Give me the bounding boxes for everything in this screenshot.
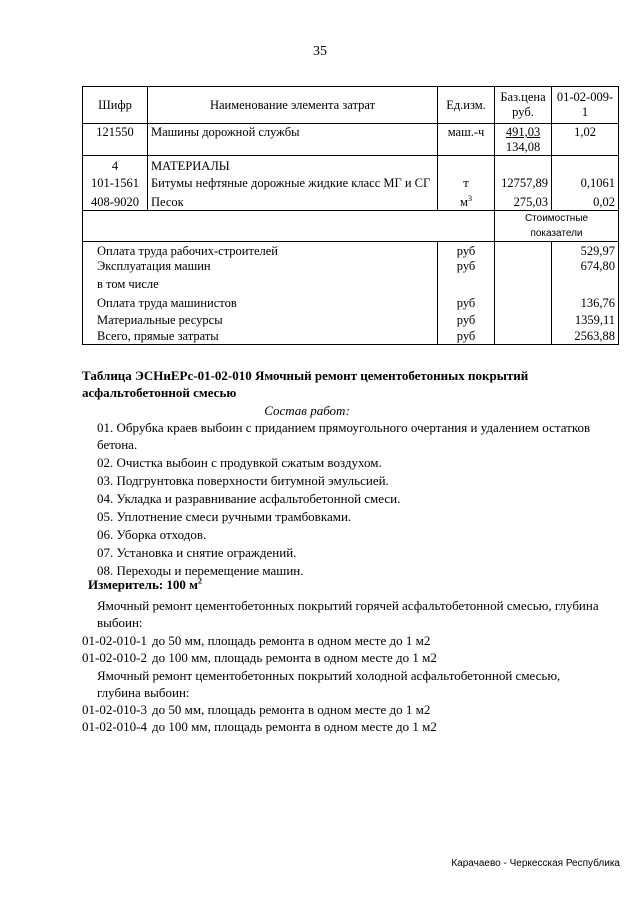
- row-price: [495, 124, 552, 156]
- summary-row: [83, 274, 619, 292]
- summary-unit: руб: [438, 311, 495, 328]
- summary-unit: руб: [438, 259, 495, 274]
- table-row: [83, 174, 619, 191]
- table-header-row: [83, 87, 619, 124]
- summary-row: [83, 311, 619, 328]
- price-value: 491,03: [505, 125, 541, 139]
- page-number: 35: [313, 44, 327, 59]
- summary-row: [83, 242, 619, 260]
- row-code: 101-1561: [83, 174, 148, 191]
- row-name: Битумы нефтяные дорожные жидкие класс МГ и СГ: [148, 174, 438, 191]
- row-unit: маш.-ч: [438, 124, 495, 156]
- summary-name: Всего, прямые затраты: [83, 328, 438, 345]
- table-title: [82, 367, 622, 401]
- list-item: 02. Очистка выбоин с продувкой сжатым воздухом.: [97, 455, 382, 470]
- row-unit: [438, 191, 495, 211]
- list-item: [82, 718, 622, 735]
- cold-mix-intro: Ямочный ремонт цементобетонных покрытий холодной асфальтобетонной смесью, глубина выбоин:: [97, 668, 561, 700]
- summary-value: 529,97: [552, 242, 619, 260]
- header-price: Баз.цена руб.: [495, 87, 552, 124]
- item-text: до 100 мм, площадь ремонта в одном месте до 1 м2: [152, 719, 437, 734]
- item-text: до 50 мм, площадь ремонта в одном месте до 1 м2: [152, 702, 431, 717]
- row-qty: 1,02: [552, 124, 619, 156]
- header-unit: Ед.изм.: [438, 87, 495, 124]
- list-item: 01. Обрубка краев выбоин с приданием прямоугольного очертания и удалением остатков бетона.: [97, 420, 591, 452]
- unit-superscript: 3: [467, 193, 472, 203]
- row-qty: 0,02: [552, 191, 619, 211]
- table-row: [83, 124, 619, 156]
- row-price: 12757,89: [495, 174, 552, 191]
- summary-unit: руб: [438, 242, 495, 260]
- measure-unit: [88, 576, 628, 593]
- row-code: 121550: [83, 124, 148, 156]
- section-number: 4: [83, 156, 148, 175]
- item-code: 01-02-010-4: [82, 719, 147, 734]
- table-row: [83, 156, 619, 175]
- summary-unit: руб: [438, 328, 495, 345]
- works-heading: Состав работ:: [264, 403, 350, 418]
- unit-text: м: [460, 195, 468, 209]
- summary-value: 674,80: [552, 259, 619, 274]
- indicators-row: [83, 211, 619, 242]
- summary-value: 2563,88: [552, 328, 619, 345]
- header-code: Шифр: [83, 87, 148, 124]
- row-name: Машины дорожной службы: [148, 124, 438, 156]
- section-title: МАТЕРИАЛЫ: [148, 156, 438, 175]
- table-row: [83, 191, 619, 211]
- list-item: 08. Переходы и перемещение машин.: [97, 563, 304, 578]
- summary-name: Материальные ресурсы: [83, 311, 438, 328]
- summary-name: в том числе: [83, 274, 438, 292]
- price-second-value: 134,08: [505, 140, 541, 154]
- list-item: [82, 632, 622, 649]
- summary-unit: руб: [438, 292, 495, 311]
- page-footer: Карачаево - Черкесская Республика: [451, 858, 620, 869]
- measure-text: Измеритель: 100 м: [88, 577, 199, 592]
- summary-name: Эксплуатация машин: [83, 259, 438, 274]
- row-name: Песок: [148, 191, 438, 211]
- list-item: 04. Укладка и разравнивание асфальтобетонной смеси.: [97, 491, 401, 506]
- item-text: до 50 мм, площадь ремонта в одном месте до 1 м2: [152, 633, 431, 648]
- summary-value: 136,76: [552, 292, 619, 311]
- item-code: 01-02-010-1: [82, 633, 147, 648]
- header-norm: 01-02-009-1: [552, 87, 619, 124]
- item-code: 01-02-010-3: [82, 702, 147, 717]
- list-item: 05. Уплотнение смеси ручными трамбовками.: [97, 509, 352, 524]
- item-code: 01-02-010-2: [82, 650, 147, 665]
- measure-superscript: 2: [198, 576, 203, 586]
- summary-row: [83, 292, 619, 311]
- summary-row: [83, 259, 619, 274]
- item-text: до 100 мм, площадь ремонта в одном месте до 1 м2: [152, 650, 437, 665]
- list-item: [82, 649, 622, 666]
- header-name: Наименование элемента затрат: [148, 87, 438, 124]
- works-list: [97, 419, 607, 580]
- list-item: 06. Уборка отходов.: [97, 527, 207, 542]
- summary-name: Оплата труда машинистов: [83, 292, 438, 311]
- summary-name: Оплата труда рабочих-строителей: [83, 242, 438, 260]
- row-code: 408-9020: [83, 191, 148, 211]
- table-title-line: Таблица ЭСНиЕРс-01-02-010 Ямочный ремонт цементобетонных покрытий: [82, 368, 529, 383]
- summary-value: 1359,11: [552, 311, 619, 328]
- row-qty: 0,1061: [552, 174, 619, 191]
- hot-mix-intro: Ямочный ремонт цементобетонных покрытий горячей асфальтобетонной смесью, глубина выбоин:: [97, 598, 599, 630]
- list-item: 03. Подгрунтовка поверхности битумной эмульсией.: [97, 473, 389, 488]
- indicators-label: Стоимостные показатели: [495, 211, 619, 242]
- list-item: [82, 701, 622, 718]
- summary-row: [83, 328, 619, 345]
- row-unit: т: [438, 174, 495, 191]
- list-item: 07. Установка и снятие ограждений.: [97, 545, 297, 560]
- row-price: 275,03: [495, 191, 552, 211]
- cost-table: [82, 86, 619, 345]
- table-title-line: асфальтобетонной смесью: [82, 385, 237, 400]
